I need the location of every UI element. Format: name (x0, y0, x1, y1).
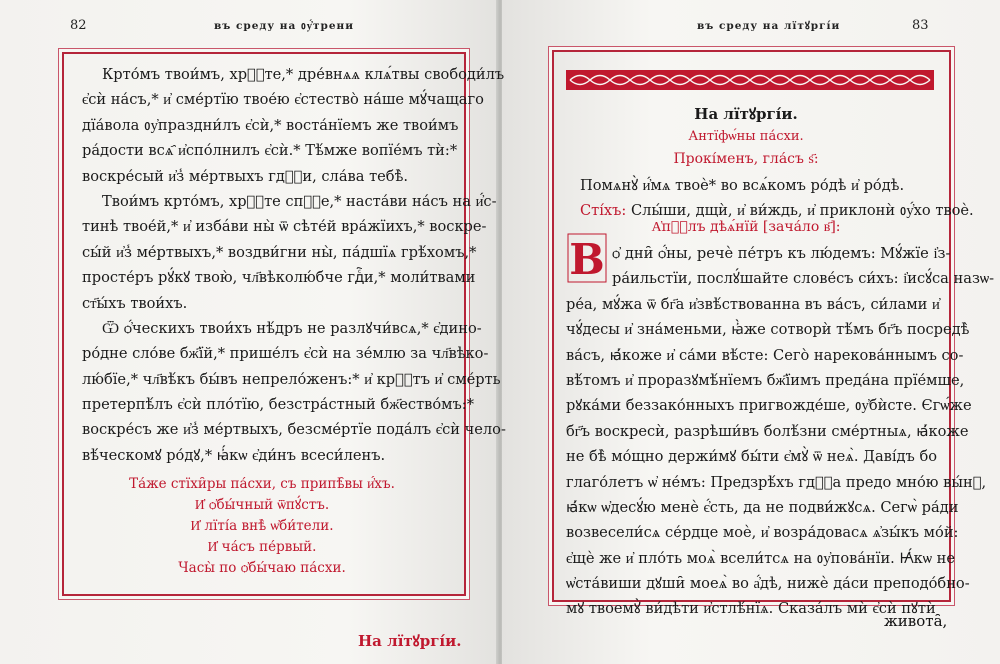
text-line: дїа́вола ᲂу҆праздни́лъ є҆сѝ,* воста́нїемъ же твои́мъ (82, 116, 459, 134)
text-line: вѣ́ческомꙋ ро́дꙋ,* ꙗ҆́кѡ є҆ди́нъ всеси́ленъ. (82, 446, 386, 464)
text-line: Крто́мъ твои́мъ, хрⷭ҇те,* дре́внѧѧ клѧ́твы свободи́лъ (102, 66, 505, 83)
rubric-line: И҆ ча́съ пе́рвый. (207, 539, 317, 555)
right-body-text (566, 241, 994, 622)
text-line: ра́дости всѧ҄ и҆спо́лнилъ є҆сѝ.* Тѣ́мже вопїе́мъ тѝ:* (82, 142, 458, 160)
text-line: глаго́летъ ѡ҆ не́мъ: Предзрѣ́хъ гдⷭ҇а предо мно́ю вы́нꙋ, (566, 473, 987, 491)
text-line: ст҃ы́хъ твои́хъ. (82, 294, 188, 312)
text-line: мꙋ твоемꙋ̀ ви́дѣти и҆стлѣ́нїѧ. Сказа́лъ мѝ є҆сѝ пꙋтѝ (566, 600, 936, 618)
text-line: Твои́мъ крто́мъ, хрⷭ҇те спⷭ҇е,* наста́ви на́съ на и҆́с- (102, 192, 497, 210)
left-body-text (82, 62, 506, 468)
text-line: рꙋка́ми беззако́нныхъ пригвожде́ше, ᲂу҆бѝсте. Єгѡ́же (566, 397, 972, 415)
drop-cap-letter: В (569, 235, 605, 284)
right-catchword: живота̑, (884, 612, 948, 630)
right-page-number: 83 (912, 18, 929, 33)
text-line: вѣ́томъ и҆ проразꙋмѣ́нїемъ бж҃їимъ преда́на прїе́мше, (566, 371, 965, 389)
text-line: бг҃ъ воскресѝ, разрѣши́въ болѣ́зни сме́ртныѧ, ꙗ҆́коже (566, 422, 969, 440)
rubric-line: Часы̀ по ѻ҆бы́чаю па́схи. (178, 560, 346, 576)
text-line: воскре́съ же и҆з̾ ме́ртвыхъ, безсме́ртїе пода́лъ є҆сѝ чело- (82, 421, 506, 439)
prokeimenon-rubric: Прокі́менъ, гла́съ ѕ҃: (673, 151, 819, 167)
text-line: лю́бїе,* чл҃вѣ́къ бы́въ непрело́женъ:* и҆ крⷭ҇тъ и҆ сме́рть (82, 370, 501, 388)
text-line: просте́ръ рꙋ́кꙋ твою̀, чл҃вѣколю́бче гдⷭ҇и,* моли́твами (82, 269, 476, 287)
right-section-heading: На лїтꙋргі́и. (694, 105, 798, 123)
text-line: не бѣ̀ мо́щно держи́мꙋ бы́ти є҆мꙋ̀ ѿ неѧ̀. Даві́дъ бо (566, 448, 938, 466)
text-line: претерпѣ́лъ є҆сѝ пло́тїю, безстра́стный бж҃ество́мъ:* (82, 396, 475, 414)
stich-text: Слы́ши, дщѝ, и҆ ви́ждь, и҆ приклонѝ ᲂу҆́хо твоѐ. (630, 202, 974, 220)
text-line: тинѣ твое́й,* и҆ избáви ны̀ ѿ сѣте́й вра́жїихъ,* воскре- (82, 218, 487, 236)
text-line: ва́съ, ꙗ҆́коже и҆ са́ми вѣ́сте: Сего̀ нарекова́ннымъ со- (566, 346, 964, 364)
text-line: ро́дне сло́ве бж҃їй,* прише́лъ є҆сѝ на зе́млю за чл҃вѣко- (82, 345, 489, 363)
antiphons-rubric: Антїфѡ́ны па́схи. (688, 129, 804, 144)
rubric-line: И҆ лїті́а внѣ̀ ѡ҆би́тели. (190, 518, 334, 534)
rubric-line: И҆ ѻ҆бы́чный ѿпꙋ́стъ. (194, 497, 330, 513)
prokeimenon-text: Помѧнꙋ̀ и҆́мѧ твоѐ* во всѧ́комъ ро́дѣ и҆ ро́дѣ. (580, 177, 905, 194)
text-line: ѡ҆ста́виши дꙋши̑ моеѧ̀ во а҆́дѣ, нижѐ да́си преподо́бно- (566, 575, 970, 593)
stich-label: Сті́хъ: (580, 202, 627, 220)
text-line: чꙋ́десы и҆ зна́меньми, ꙗ҆̀же сотворѝ тѣ́мъ бг҃ъ посредѣ̀ (566, 321, 970, 339)
text-line: возвесели́сѧ се́рдце моѐ, и҆ возра́довасѧ ѧ҆зы́къ мо́й: (566, 524, 959, 542)
text-line: ꙗ҆́кѡ ѡ҆десꙋ́ю менѐ є҆́сть, да не подви́жꙋсѧ. Сегѡ̀ ра́ди (566, 498, 959, 516)
right-running-header: въ срeду на лїтꙋргі́и (697, 20, 841, 32)
text-line: ре́а, мꙋ́жа ѿ бг҃а и҆звѣ́ствованна въ ва́съ, си́лами и҆ (566, 295, 940, 313)
text-line: Ѿ ѻ҆́ческихъ твои́хъ нѣ́дръ не разлꙋчи́всѧ,* є҆дино- (102, 319, 482, 337)
prokeimenon-verse (580, 173, 974, 224)
left-running-header: въ срeду на ᲂу҆́трени (214, 20, 354, 32)
text-line: сы́й и҆з̾ ме́ртвыхъ,* воздви́гни ны̀, па́дшїѧ грѣ́хомъ,* (82, 243, 477, 261)
text-line: є҆щѐ же и҆ пло́ть моѧ̀ всели́тсѧ на ᲂу҆пова́нїи. Ꙗ҆́кѡ не (566, 549, 955, 567)
text-line: ѻ҆ дни̑ ѻ҆́ны, речѐ пе́тръ къ лю́демъ: Мꙋ́жїе і҆з- (612, 245, 951, 262)
left-rubric-block (82, 474, 442, 579)
rubric-line: Та́же стїхи̑ры па́схи, съ припѣ̑вы и҆́хъ. (129, 476, 395, 492)
left-page-number: 82 (70, 18, 87, 33)
text-line: воскре́сый и҆з̾ ме́ртвыхъ гдⷭ҇и, сла́ва тебѣ̀. (82, 167, 409, 185)
apostle-rubric: А҆пⷭ҇лъ дѣѧ́нїй [зача́ло в҃]: (651, 219, 841, 235)
left-catchword: На лїтꙋргі́и. (358, 632, 462, 650)
text-line: є҆сѝ на́съ,* и҆ сме́ртїю твое́ю є҆стество̀ на́ше мꙋ́чащаго (82, 91, 484, 109)
headpiece-ornament-icon (566, 68, 934, 92)
text-line: ра́ильстїи, послꙋ́шайте слове́съ си́хъ: і҆исꙋ́са назѡ- (612, 270, 995, 288)
